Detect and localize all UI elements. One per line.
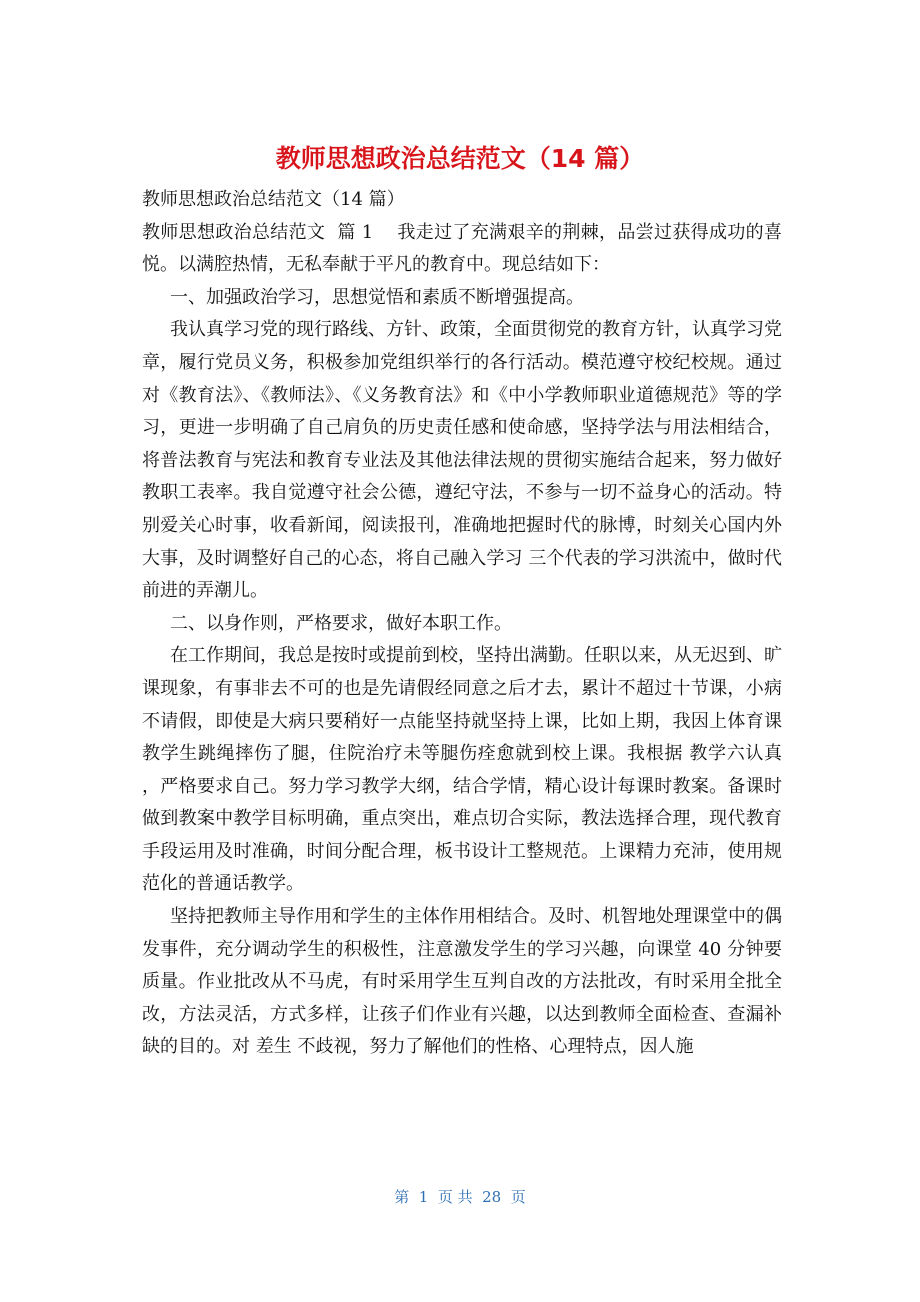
paragraph-teaching-method: 坚持把教师主导作用和学生的主体作用相结合。及时、机智地处理课堂中的偶发事件，充分调动学生的积极性，注意激发学生的学习兴趣，向课堂 40 分钟要质量。作业批改从不马虎，有时采用学生互判自改的方法批改，有时采用全批全改，方法灵活，方式多样，让孩子们作业有兴趣，以达到教师全面检查、查漏补缺的目的。对 差生 不歧视，努力了解他们的性格、心理特点，因人施 (142, 906, 782, 1058)
page-footer: 第 1 页 共 28 页 (394, 1188, 526, 1206)
section-heading-2: 二、以身作则，严格要求，做好本职工作。 (170, 612, 512, 634)
page-title: 教师思想政治总结范文（14 篇） (275, 144, 645, 173)
paragraph-intro: 教师思想政治总结范文 篇 1 我走过了充满艰辛的荆棘，品尝过获得成功的喜悦。以满腔热情，无私奉献于平凡的教育中。现总结如下： (142, 221, 782, 276)
section-heading-1: 一、加强政治学习，思想觉悟和素质不断增强提高。 (170, 286, 584, 308)
paragraph-political-study: 我认真学习党的现行路线、方针、政策，全面贯彻党的教育方针，认真学习党章，履行党员义务，积极参加党组织举行的各行活动。模范遵守校纪校规。通过对《教育法》、《教师法》、《义务教育法》和《中小学教师职业道德规范》等的学习，更进一步明确了自己肩负的历史责任感和使命感，坚持学法与用法相结合，将普法教育与宪法和教育专业法及其他法律法规的贯彻实施结合起来，努力做好教职工表率。我自觉遵守社会公德，遵纪守法，不参与一切不益身心的活动。特别爱关心时事，收看新闻，阅读报刊，准确地把握时代的脉博，时刻关心国内外大事，及时调整好自己的心态，将自己融入学习 三个代表的学习洪流中，做时代前进的弄潮儿。 (142, 319, 782, 602)
document-body (142, 184, 788, 1064)
paragraph-work-attendance: 在工作期间，我总是按时或提前到校，坚持出满勤。任职以来，从无迟到、旷课现象，有事非去不可的也是先请假经同意之后才去，累计不超过十节课，小病不请假，即使是大病只要稍好一点能坚持就坚持上课，比如上期，我因上体育课教学生跳绳摔伤了腿，住院治疗未等腿伤痊愈就到校上课。我根据 教学六认真 ，严格要求自己。努力学习教学大纲，结合学情，精心设计每课时教案。备课时做到教案中教学目标明确，重点突出，难点切合实际，教法选择合理，现代教育手段运用及时准确，时间分配合理，板书设计工整规范。上课精力充沛，使用规范化的普通话教学。 (142, 645, 788, 895)
paragraph-subtitle: 教师思想政治总结范文（14 篇） (142, 189, 405, 210)
